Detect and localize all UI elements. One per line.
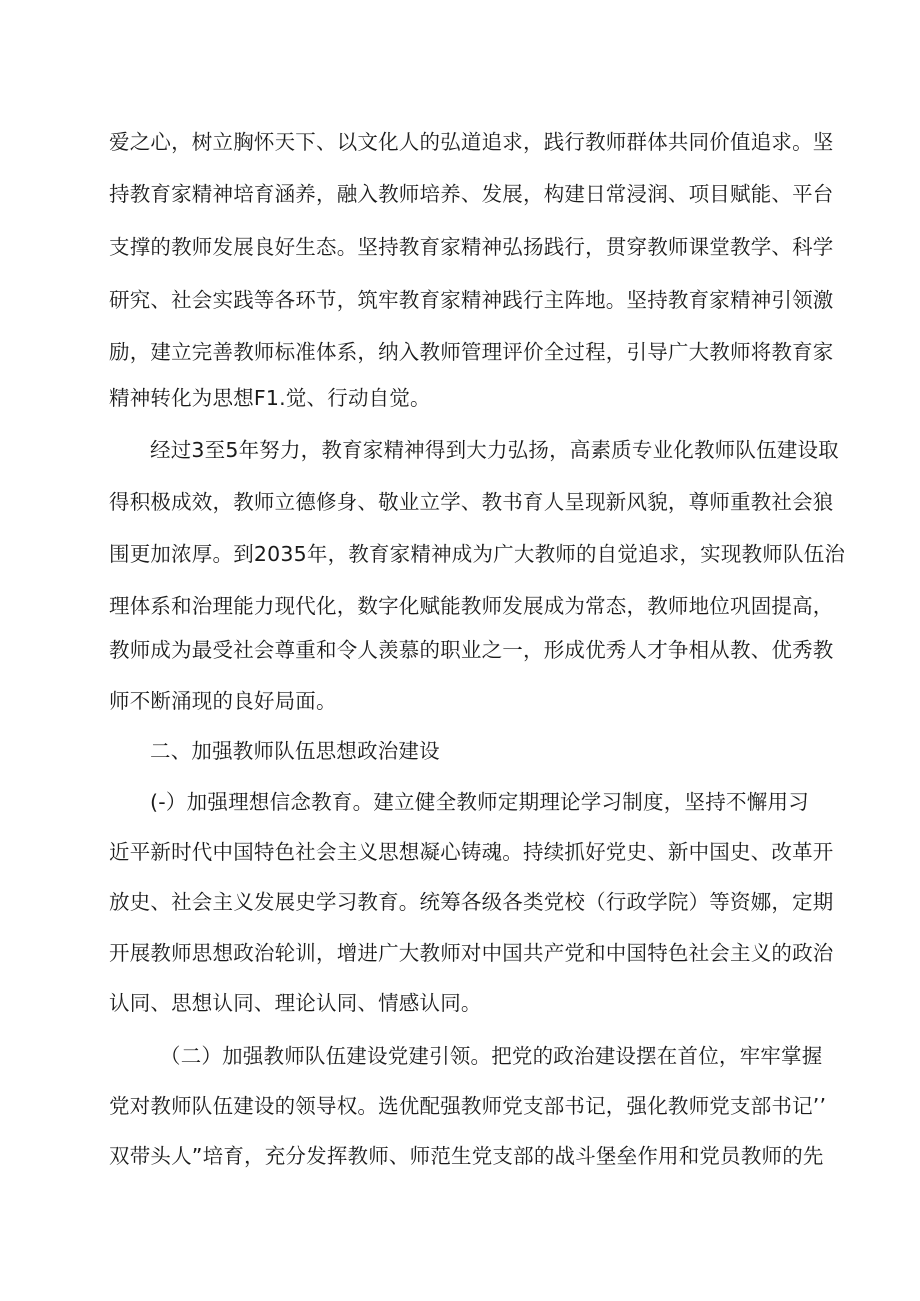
text-line: 近平新时代中国特色社会主义思想凝心铸魂。持续抓好党史、新中国史、改革开 (109, 840, 834, 864)
section-heading: 二、加强教师队伍思想政治建设 (150, 739, 440, 763)
text-line: 精神转化为思想F1.觉、行动自觉。 (109, 386, 431, 410)
text-line: 围更加浓厚。到2035年，教育家精神成为广大教师的自觉追求，实现教师队伍治 (109, 542, 846, 566)
text-line: (-）加强理想信念教育。建立健全教师定期理论学习制度，坚持不懈用习 (150, 790, 809, 814)
text-line: 党对教师队伍建设的领导权。选优配强教师党支部书记，强化教师党支部书记’’ (109, 1094, 827, 1118)
text-line: 认同、思想认同、理论认同、情感认同。 (109, 991, 482, 1015)
text-line: 放史、社会主义发展史学习教育。统筹各级各类党校（行政学院）等资娜，定期 (109, 890, 834, 914)
text-line: 双带头人”培育，充分发挥教师、师范生党支部的战斗堡垒作用和党员教师的先 (109, 1144, 824, 1168)
text-line: 得积极成效，教师立德修身、敬业立学、教书育人呈现新风貌，尊师重教社会狼 (109, 490, 834, 514)
text-line: 教师成为最受社会尊重和令人羡慕的职业之一，形成优秀人才争相从教、优秀教 (109, 638, 834, 662)
text-line: 持教育家精神培育涵养，融入教师培养、发展，构建日常浸润、项目赋能、平台 (109, 182, 834, 206)
text-line: 励，建立完善教师标准体系，纳入教师管理评价全过程，引导广大教师将教育家 (109, 340, 834, 364)
text-line: 研究、社会实践等各环节，筑牢教育家精神践行主阵地。坚持教育家精神引领激 (109, 288, 834, 312)
text-line: 师不断涌现的良好局面。 (109, 689, 337, 713)
text-line: （二）加强教师队伍建设党建引领。把党的政治建设摆在首位，牢牢掌握 (160, 1044, 823, 1068)
text-line: 支撑的教师发展良好生态。坚持教育家精神弘扬践行，贯穿教师课堂教学、科学 (109, 235, 834, 259)
text-line: 开展教师思想政治轮训，增进广大教师对中国共产党和中国特色社会主义的政治 (109, 941, 834, 965)
text-line: 理体系和治理能力现代化，数字化赋能教师发展成为常态，教师地位巩固提高， (109, 594, 834, 618)
text-line: 爱之心，树立胸怀天下、以文化人的弘道追求，践行教师群体共同价值追求。坚 (109, 130, 834, 154)
text-line: 经过3至5年努力，教育家精神得到大力弘扬，高素质专业化教师队伍建设取 (150, 438, 839, 462)
